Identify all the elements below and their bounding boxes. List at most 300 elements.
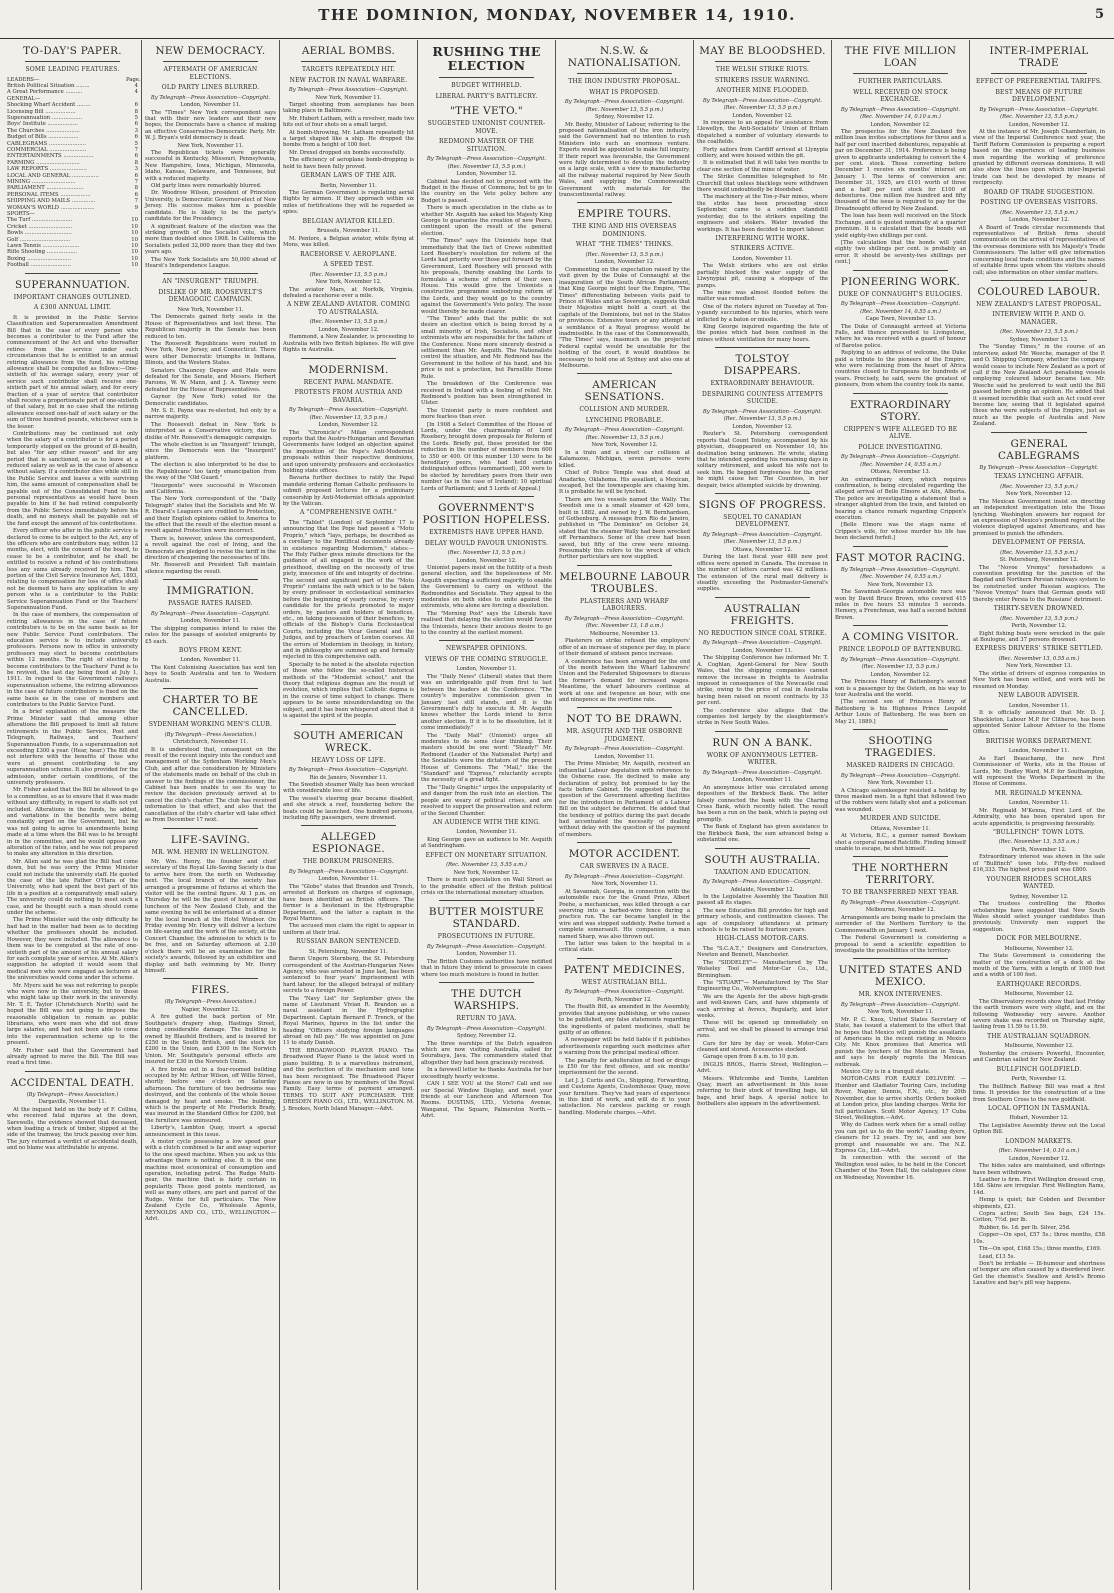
dateline: London, November 11. — [1008, 800, 1070, 807]
paragraph: The "Chronicle's" Milan correspondent reports that the Austro-Hungarian and Bavarian Governments have lodged an objection against the imposition of the Pope's Anti-Modernist proposals within their respective dominions, and upon university professors and ecclesiastics holding state offices. — [283, 429, 414, 474]
paragraph: The Kent Colonising Association has sent ten boys to South Australia and ten to Western Australia. — [145, 664, 276, 684]
headline: MOTOR ACCIDENT. — [568, 848, 681, 861]
credit-line: By Telegraph—Press Association—Copyright. — [426, 156, 547, 162]
paragraph: The New York Socialists are 50,000 ahead of Hearst's Independence League. — [145, 256, 276, 269]
paragraph: The Savannah-Georgia automobile race was won by David Bruce Brown, who covered 415 miles in five hours 53 minutes 5 seconds. Hemery, a Frenchman, was half a second behind Brown. — [835, 589, 966, 621]
paragraph: A newspaper will be held liable if it publishes advertisements regarding such medicines after a warning from the principal medical officer. — [559, 1037, 690, 1057]
rule — [577, 73, 672, 74]
credit-line: (Rec. November 14, 0.55 a.m.) — [860, 574, 941, 581]
rule — [439, 496, 534, 497]
contents-page: 6 — [134, 153, 138, 160]
credit-line: By Telegraph—Press Association—Copyright. — [840, 1001, 961, 1008]
dateline: London, November 11. — [1008, 748, 1070, 755]
rule — [163, 61, 258, 62]
rule — [991, 73, 1087, 74]
credit-line: (Rec. November 13, 0.55 a.m.) — [998, 655, 1080, 662]
dateline: Perth, November 12. — [1011, 846, 1067, 853]
paragraph: The State Government is considering the matter of the construction of a dock at the mouth of the Yarra, with a length of 1000 feet and a width of 100 feet. — [973, 953, 1105, 979]
rule — [577, 842, 672, 843]
rule — [853, 73, 948, 74]
dateline: New York, November 11. — [177, 142, 244, 149]
dateline: Adelaide, November 12. — [730, 886, 795, 893]
credit-line: By Telegraph—Press Association—Copyright. — [288, 407, 409, 414]
headline: THE FIVE MILLION LOAN — [844, 45, 957, 69]
dateline: London, November 11. — [732, 255, 793, 262]
contents-label: The Churches .................... — [7, 127, 80, 134]
contents-label: Superannuation .................. — [7, 114, 83, 121]
contents-page: 10 — [131, 223, 138, 230]
rule — [25, 1071, 120, 1072]
credit-line: By Telegraph—Press Association—Copyright. — [702, 769, 823, 776]
paragraph: Mr. Fisher said that the Government had already agreed to move the Bill. The Bill was read a first time. — [7, 1047, 138, 1067]
paragraph: INGLIS BROS., Harris Street, Wellington.—Advt. — [697, 1061, 828, 1075]
rule — [163, 978, 258, 979]
paragraph: There is, however, unless the correspondent, a revolt against the cost of living, and the Democrats are pledged to revise the tariff in the direction of cheapening the necessaries of life. — [145, 535, 276, 561]
paragraph: The Legislative Assembly threw out the Local Option Bill. — [973, 1122, 1105, 1136]
credit-line: (Rec. November 13, 5.5 p.m.) — [309, 319, 388, 326]
credit-line: (Rec. November 14, 0.55 a.m.) — [860, 461, 941, 468]
paragraph: In the Legislative Assembly the Taxation Bill passed all its stages. — [697, 894, 828, 907]
headline: AUSTRALIAN FREIGHTS. — [724, 602, 801, 627]
dateline: Ottawa, November 12. — [732, 546, 793, 553]
paragraph: [Belle Elmore was the stage name of Crippen's wife, for whose murder his life has been declared forfeit.] — [835, 522, 966, 542]
paragraph: The Princess Henry of Battenberg's second son is a passenger by the Osterh, on his way to tour Australia and the world. — [835, 679, 966, 698]
paragraph: There is much speculation in the clubs as to whether Mr. Asquith has asked his Majesty King George to guarantee the creation of new Peers, contingent upon the result of the general election. — [421, 205, 552, 237]
paragraph: The efficiency of aeroplane bomb-dropping is held to have been fully proved. — [283, 157, 414, 170]
credit-line: By Telegraph—Press Association—Copyright. — [564, 873, 685, 880]
dateline: London, November 11. — [180, 618, 241, 625]
headline: GOVERNMENT'S POSITION HOPELESS. — [422, 502, 551, 526]
contents-label: GENERAL— — [7, 95, 41, 102]
contents-label: Licensing Bill .................. — [7, 108, 76, 115]
paragraph: The Strike Committee telegraphed to Mr. Churchill that unless blacklegs were withdrawn there would undoubtedly be bloodshed. — [697, 174, 828, 194]
dateline: Hobart, November 12. — [1009, 1115, 1069, 1122]
subheading: EXPRESS DRIVERS' STRIKE SETTLED. — [975, 645, 1103, 653]
subheading: THE BORKUM PRISONERS. — [303, 858, 394, 866]
subheading: RACEHORSE V. AEROPLANE. — [300, 250, 397, 258]
paragraph: It is understood that, consequent on the result of the recent inquiry into the conduct and management of the Sydenham Working Men's Club, and after due consideration by Ministers of the statements made on behalf of the club in answer to the findings of the commissioner, the Cabinet has been unable to see its way to review the decision previously arrived at to cancel the club's charter. The club has received information to that effect, and also that the cancellation of the club's charter will take effect as from December 17 next. — [145, 746, 276, 824]
dateline: London, November 12. — [870, 121, 931, 128]
contents-label: COMMERCIAL ...................... — [7, 146, 87, 153]
paragraph: It is estimated that it will take two months to clear one section of the mine of water. — [697, 160, 828, 173]
credit-line: (Rec. November 14, 0.55 a.m.) — [860, 308, 941, 315]
credit-line: (Rec. November 13, 5.5 p.m.) — [1000, 209, 1078, 216]
paragraph: Don't be irritable — Ill-humour and shortness of temper are often caused by a disordered liver. Get the chemist's Swallow and Ariell's Bromo Laxative and bay's pill way happens. — [973, 1260, 1105, 1287]
dateline: Perth, November 12. — [1011, 1076, 1067, 1083]
dateline: Christchurch, November 11. — [172, 739, 249, 746]
contents-page: 10 — [131, 217, 138, 224]
credit-line: (Rec. November 13, 1.8 a.m.) — [585, 623, 664, 630]
credit-line: By Telegraph—Press Association—Copyright. — [702, 640, 823, 647]
paragraph: The "Daily News" (Liberal) states that there was an unbridgeable gulf from first to last between the leaders at the Conference. "The country's imperative commission given in January last still stands, and it is the Government's duty to execute it. Mr. Asquith knows whether the Lords intend to force another election. If it is to be dissolution, let it come immediately." — [421, 673, 552, 732]
paragraph: The hides sales are maintained, and offerings have been withdrawn. — [973, 1163, 1105, 1176]
paragraph: "The Times" adds that the public do not desire an election which is being forced by a small minority of Irish, Socialists, and other extremists who are responsible for the failure of the Conference. None more sincerely desired a settlement than Mr. Asquith. The Nationalists control the situation, and Mr. Redmond has the Government in the hollow of his hand, and his price is not a protection, but Parnellite Home Rule. — [421, 316, 552, 380]
credit-line: By Telegraph—Press Association—Copyright. — [702, 879, 823, 885]
paragraph: The Prime Minister said the only difficulty he had had in the matter had been as to deciding whether the professors should be included. However, they were included. The allowance to them was to be computed at the rate of one-sixtieth part of the amount of his annual salary for each complete year of service. At Mr. Allen's suggestion he adopted it would seem that medical men who were engaged as lecturers at the universities would come under the scheme. — [7, 917, 138, 982]
dateline: Sydney, November 12. — [594, 114, 655, 120]
dateline: London, November 12. — [456, 557, 517, 564]
subheading: EXTRAORDINARY BEHAVIOUR. — [710, 380, 815, 388]
dateline: London, November 12. — [870, 671, 931, 678]
dateline: New York, November 13. — [867, 581, 934, 588]
paragraph: The "Tablet" (London) of September 17 is announcing that the Pope had passed a "Motu Proprio," which "lays, perhaps, be described as a corollary to the Pontifical documents already in existence regarding Modernism," states:—The Holy Father gives minute directions for the guidance of all engaged in the work of the priesthood, dwelling on the necessity of true piety, innocence of life and integrity of doctrine. The second and significant part of the "Motu Proprio" contains the oath which is to be taken by every professor in ecclesiastical seminaries before the beginning of yearly course, by every candidate for the priests promoted to major orders, by pastors and holders of benefices, etc., on taking possession of their benefices, by officials of the Bishop's Curia Ecclesiastical Courts, including the Vicar General and the Judges, and by preachers of Lenten courses. All the errors of Modernism in theology, in history, and in philosophy are summed up and formally rejected in this comprehensive oath. — [283, 519, 414, 661]
dateline: New York, November 11. — [867, 780, 934, 787]
contents-label: Boys' Institute .................. — [7, 121, 78, 128]
subheading: RETURN TO JAVA. — [456, 1015, 517, 1023]
rule — [853, 270, 948, 271]
paragraph: One of the rioters injured on Tuesday at Ton-y-pandy succumbed to his injuries, which were inflicted by a baton or missile. — [697, 303, 828, 323]
headline: PIONEERING WORK. — [840, 275, 961, 288]
dateline: New York, November 12. — [453, 869, 520, 876]
headline: SUPERANNUATION. — [14, 278, 131, 291]
dateline: Melbourne, November 12. — [1004, 945, 1074, 952]
contents-label: Shocking Wharf Accident ........ — [7, 102, 91, 109]
paragraph: Copra active; South Sea bags, £24 15s. Cotton, 7½d. per lb. — [973, 1211, 1105, 1224]
credit-line: (Rec. November 13, 5.5 p.m.) — [447, 550, 526, 556]
paragraph: The machinery at the Ton-y-Pair mines, where the strike has been proceeding since September, came to a sudden standstill yesterday, due to the strikers expelling the engineers and stokers. Water invaded the workings. It has been decided to import labour. — [697, 194, 828, 233]
dateline: New York, November 11. — [315, 94, 382, 101]
subheading: THE AUSTRALIAN SQUADRON. — [987, 1032, 1091, 1040]
dateline: London, November 11. — [180, 102, 241, 108]
paragraph: The mine was almost flooded before the matter was remedied. — [697, 290, 828, 303]
headline: ACCIDENTAL DEATH. — [10, 1076, 135, 1089]
paragraph: An anonymous letter was circulated among depositors of the Birkbeck Bank. The letter falsely connected the bank with the Charing Cross Bank, which recently failed. The result has been a run on the bank, which is paying out promptly. — [697, 784, 828, 823]
paragraph: Gaynor (by New York) voted for the Democratic candidates. — [145, 394, 276, 407]
paragraph: The Bank of England has given assistance to the Birkbeck Bank, the sum advanced being a substantial one. — [697, 824, 828, 844]
paragraph: The Federal Government is considering a proposal to send a scientific expedition to investigate the possibilities of the territory. — [835, 935, 966, 954]
credit-line: By Telegraph—Press Association—Copyright. — [840, 106, 961, 113]
paragraph: The "Daily Graphic" urges the unpopularity of and danger from the rush into an election. The people are weary of political crises, and are resolved to support the preservation and reform of the Second Chamber. — [421, 784, 552, 817]
contents-page: 8 — [134, 108, 138, 115]
credit-line: (Rec. November 13, 5.5 p.m.) — [1000, 114, 1078, 120]
paragraph: Target shooting from aeroplanes has been taking place in Baltimore. — [283, 102, 414, 115]
paragraph: The New York correspondent of the "Daily Telegraph" states that the Socialists and Mr. W. R. Hearst's Leaguers are credited to Protection, and their English opinions cabled to America to the effect that the result of the election meant a revolt against Protection were incorrect. — [145, 496, 276, 535]
paragraph: The Roosevelt defeat in New York is interpreted as a Conservative victory, due to dislike of Mr. Roosevelt's demagogic campaign. — [145, 421, 276, 441]
dateline: London, November 11. — [732, 647, 793, 654]
paragraph: During the last fiscal year 488 new post offices were opened in Canada. The increase in the number of letters carried was 42 millions. The extension of the rural mail delivery is steadily exceeding the Postmaster-General's supplies. — [697, 554, 828, 593]
paragraph: The "STUART"— Manufactured by The Star Engineering Co., Wolverhampton. — [697, 979, 828, 993]
credit-line: (By Telegraph—Press Association.) — [164, 731, 257, 738]
paragraph: It is provided in the Public Service Classification and Superannuation Amendment Bill that in the case of every person who becomes a contributor to the Fund after the commencement of the Act and who thereafter retires from the service under such circumstances that he is entitled to an annual retiring allowance from the fund, his retiring allowance shall be computed as follows:—One-sixtieth of his average salary, every year of service such contributor shall receive one-sixtieth part of his annual salary, and for every fraction of a year of service that contributor shall receive a proportionate part of one-sixtieth of that salary, but in no case shall the retiring allowance exceed one-half of such salary or the sum of three hundred pounds, whichever sum is the lesser. — [7, 314, 138, 430]
rule — [715, 347, 810, 348]
contents-page: 7 — [134, 198, 138, 205]
subheading: BEST MEANS OF FUTURE DEVELOPMENT. — [995, 88, 1083, 103]
paragraph: Mr. Reginald M'Kenna, First Lord of the Admiralty, who has been operated upon for acute appendicitis, is progressing favourably. — [973, 807, 1105, 827]
contents-label: MINING .......................... — [7, 179, 76, 185]
subheading: PROTESTS FROM AUSTRIA AND BAVARIA. — [294, 389, 403, 404]
paragraph: The Unionist party is more confident and more fearless than ever. — [421, 407, 552, 421]
contents-page: Page. — [126, 76, 141, 83]
paragraph: "Insurgents" were successful in Wisconsin and California. — [145, 482, 276, 495]
dateline: St. Petersburg, November 12. — [999, 557, 1079, 564]
subheading: LONDON MARKETS. — [1005, 1137, 1073, 1145]
paragraph: We are the Agents for the above high-grade and well-known Cars, and have shipments of each arriving at Avrecs, Regularly, and later weeks. — [697, 993, 828, 1019]
paragraph: CAN I SEE YOU at the Store? Call and see our Special Window Display, and meet your friends at our Luncheon and Afternoon Tea Rooms. DUSTINS, LTD., Victoria Avenue, Wanganui, The Square, Palmerston North.—Advt. — [421, 1081, 552, 1120]
paragraph: In a farewell letter he thanks Australia for her exceedingly hearty welcome. — [421, 1067, 552, 1080]
rule — [853, 625, 948, 626]
paragraph: Senators Chauncey Depew and Hale were defeated for the Senate, and Messrs. Herbert Parsons, W. W. Mann, and J. A. Tawney were defeated for the House of Representatives. — [145, 367, 276, 393]
subheading: NEWSPAPER OPINIONS. — [445, 645, 528, 653]
subheading: OLD PARTY LINES BLURRED. — [161, 84, 260, 91]
headline: SOUTH AMERICAN WRECK. — [293, 729, 404, 754]
masthead-title: THE DOMINION, MONDAY, NOVEMBER 14, 1910. — [318, 6, 796, 24]
contents-page: 10 — [131, 262, 138, 269]
credit-line: (Rec. November 13, 5.5 p.m.) — [447, 163, 526, 170]
paragraph: The British Customs authorities have notified that in future they intend to prosecute in cases where too much moisture is found in butter. — [421, 958, 552, 978]
headline: "THE VETO." — [450, 105, 523, 117]
rule — [577, 958, 672, 959]
contents-label: Golf .............................. — [7, 236, 71, 243]
dateline: Melbourne, November 12. — [865, 907, 936, 914]
column-2 — [142, 40, 280, 1590]
dateline: London, November 11. — [594, 753, 655, 760]
paragraph: [The calculation that the bonds will yield eighty two shillings per cent. is probably an error. It should be seventy-two shillings per cent.] — [835, 239, 966, 266]
rule — [439, 77, 534, 78]
paragraph: Rubber, 6s. 1d. per lb. Silver, 25d. — [979, 1224, 1071, 1231]
headline: NOT TO BE DRAWN. — [566, 713, 683, 726]
paragraph: The strike of drivers of express companies in New York has been settled, and work will be resumed on Monday. — [973, 670, 1105, 690]
headline: TO-DAY'S PAPER. — [23, 45, 122, 57]
paragraph: In the case of members, the compensation of retiring allowances in the case of future contributors is to be on the same basis as for new Public Service Fund contributors. The education service is to include university professors. Persons now in office in university professors may elect to become contributors within 12 months. The right of electing to become contributors to the Teachers' Fund is to be revived, the last day being fixed at July 1, 1911. In regard to the Government railways superannuation scheme, the retiring allowances in the case of future contributors is fixed on the same basis as in the case of members and contributors to the Public Service Fund. — [7, 612, 138, 709]
dateline: Dargaville, November 11. — [38, 1099, 107, 1106]
subheading: THE KING AND HIS OVERSEAS DOMINIONS. — [572, 223, 677, 238]
paragraph: At bomb-throwing, Mr. Latham repeatedly hit a target shaped like a ship. He dropped the bombs from a height of 100 feet. — [283, 129, 414, 149]
paragraph: The German Government is regulating aerial flights by airmen. If they approach within six miles of fortifications they will be regarded as spies. — [283, 190, 414, 216]
dateline: Perth, November 12. — [597, 996, 652, 1003]
dateline: New York, November 13. — [1005, 663, 1073, 670]
credit-line: (Rec. November 13, 5.5 p.m.) — [1000, 549, 1078, 556]
subheading: AN "INSURGENT" TRIUMPH. — [162, 278, 259, 286]
credit-line: (Rec. November 13, 5.5 p.m.) — [309, 271, 388, 278]
dateline: Melbourne, November 12. — [1004, 991, 1074, 998]
paragraph: The breakdown of the Conference was received in Ireland with a feeling of relief. Mr. Redmond's position has been strengthened in Ulster. — [421, 381, 552, 407]
contents-label: FARMING .......................... — [7, 159, 80, 166]
dateline: St. Petersburg, November 11. — [309, 948, 388, 955]
rule — [577, 202, 672, 203]
credit-line: By Telegraph—Press Association—Copyright. — [426, 1025, 547, 1032]
paragraph: The trustees controlling the Rhodes scholarships have suggested that New South Wales should select younger candidates than previously. University men support the suggestion. — [973, 901, 1105, 933]
paragraph: Tin—On spot, £168 15s.; three months, £169. — [979, 1246, 1102, 1253]
subheading: MR. REGINALD M'KENNA. — [994, 789, 1084, 797]
dateline: Perth, November 12. — [1011, 623, 1067, 630]
contents-label: Lawn Tennis ...................... — [7, 243, 80, 250]
paragraph: Mr. P. C. Knox, United States Secretary of State, has issued a statement to the effect that he hopes that Mexico will punish the assailants of Americans in the recent rioting in Mexico City. Mr. Knox promises that America will punish the lynchers of the Mexican in Texas, and says he deeply regrets the Mexican outbreak. — [835, 1016, 966, 1068]
paragraph: The Democrats gained forty seats in the House of Representatives and lost three. The Republican majority in the Senate has been reduced to ten. — [145, 314, 276, 340]
subheading: A £300 ANNUAL LIMIT. — [33, 304, 112, 312]
paragraph: Commenting on the expectation raised by the visit given by the Duke of Connaught at the inauguration of the South African Parliament, that King George might tour the Empire, "The Times" differentiating between visits paid to Prince of Wales and as Sovereign, suggests that their Majesties might hold a court at the capitals of the Dominions, but not in the States or provinces. Extensive tours or any attempt at a semblance of a Royal progress would be inadmissible. In the case of the Commonwealth, "The Times" says, inasmuch as the projected Federal capital would be unsuitable for the holding of the court, it would doubtless be necessary to hold one at Sydney and also one at Melbourne. — [559, 266, 690, 369]
paragraph: Mr. S. E. Payne was re-elected, but only by a narrow majority. — [145, 408, 276, 421]
subheading: POLICE INVESTIGATING. — [858, 443, 943, 451]
headline: PATENT MEDICINES. — [563, 963, 686, 976]
contents-list — [7, 76, 141, 269]
contents-row — [7, 262, 138, 268]
dateline: New York, November 12. — [1005, 491, 1073, 498]
contents-label: CABLEGRAMS ...................... — [7, 140, 86, 147]
paragraph: The vessel's steering gear became disabled, and she struck a reef, foundering before the boats could be launched. One hundred persons, including fifty passengers, were drowned. — [283, 795, 414, 822]
dateline: Brussels, November 11. — [317, 228, 380, 235]
headline: IMMIGRATION. — [166, 585, 255, 598]
paragraph: Lead, £13 5s. — [979, 1253, 1016, 1260]
credit-line: (Rec. November 13, 5.5 p.m.) — [723, 105, 802, 111]
paragraph: Cars for hire by day or week. Motor-Cars cleaned and stored. Accessories stocked. — [697, 1040, 828, 1054]
subheading: SUGGESTED UNIONIST COUNTER-MOVE. — [427, 120, 546, 135]
paragraph: The Republican tickets were generally successful in Kentucky, Missouri, Pennsylvania, New Hampshire, Iowa, Michigan, Minnesota, Idaho, Kansas, Delaware, and Tennessee, but with a reduced majority. — [145, 150, 276, 182]
column-1 — [4, 40, 142, 1590]
paragraph: "The Times" says the Unionists hope that immediately that the fact of Crewe submitted Lord Rosebery's resolution for reform of the Lords had priority over those put forward by the Government, Lord Rosebery will proceed with his proposals, thereby enabling the Lords to formulate a scheme of reform of their own House. This would give the Unionists a constructive programme embodying reform of the Lords, and they would go to the country against the Government's Veto policy. The issue would thereby be made clearer. — [421, 238, 552, 315]
paragraph: In connection with the second of the Wellington wool sales, to be held in the Concert Chamber of the Town Hall, the catalogues close on Wednesday, November 16. — [835, 1155, 966, 1181]
credit-line: By Telegraph—Press Association—Copyright. — [840, 566, 961, 573]
rule — [715, 61, 810, 62]
credit-line: By Telegraph—Press Association—Copyright. — [426, 943, 547, 950]
credit-line: (Rec. November 13, 5.5 p.m.) — [585, 251, 664, 258]
credit-line: By Telegraph—Press Association—Copyright. — [979, 464, 1099, 471]
paragraph: Liberty's, Lambton Quay, insert a special announcement in this issue. — [145, 1125, 276, 1138]
credit-line: (Rec. November 13, 5.5 p.m.) — [1000, 483, 1078, 490]
paragraph: The prospectus for the New Zealand five million loan invites subscriptions for three and a half per cent inscribed debentures, repayable at par on December 31, 1914. Preference is being given to applicants undertaking to convert the 4 per cent. stock. Those converting before December 1 receive six months' interest on January 1. The terms of conversion are: December 31, 1925, are £101 worth of three and a half per cent stock for £100 of debentures. One million five hundred and fifty thousand of the issue is required to pay for the Dreadnought offered by New Zealand. — [835, 129, 966, 212]
credit-line: By Telegraph—Press Association—Copyright. — [564, 989, 685, 996]
contents-page: 8 — [134, 185, 138, 192]
paragraph: The Mexican Government insist on directing an independent investigation into the Texas lynching. Washington answers her request for an expression of Mexico's profound regret at the violence displayed against Americans, and has promised to punish the offenders. — [973, 498, 1105, 537]
headline: MAY BE BLOODSHED. — [699, 45, 826, 57]
contents-label: Football ........................ — [7, 262, 71, 269]
paragraph: Contributions may be continued not only when the salary of a contributor is for a period temporarily stopped on the ground of ill-health, but also "for any other reason" and for any period that is sanctioned, so as to leave at a reduced salary as well as in the case of absence without salary. If a contributor dies while still in the Public Service and leaves a wife surviving him, the same amount of compensation shall be payable out of the Consolidated Fund to his personal representatives as would have been payable to him if he had retired compulsorily from the Public Service immediately before his death, and no moneys shall be payable out of the fund except the amount of his contributions. — [7, 431, 138, 527]
contents-page: 10 — [131, 249, 138, 256]
subheading: THE WELSH STRIKE RIOTS. — [715, 66, 810, 73]
paragraph: Mr. Myers said he was not referring to people who were now in the university, but to those who might take up their work in the university. Mr. T. E. Taylor (Christchurch North) said he hoped the Bill was not going to impose the reasonable obligation to remain as public librarians, who were men who did not draw large salaries, and had not been able to come into the superannuation scheme up to the present. — [7, 982, 138, 1047]
dateline: London, November 11. — [732, 777, 793, 784]
paragraph: Messrs. Whitcombe and Tombs, Lambton Quay, insert an advertisement in this issue referring to their stock of travelling bags, kit bags, and brief bags. A special notice to footballers also appears in the advertisement. — [697, 1075, 828, 1108]
paragraph: King George inquired regarding the fate of the ponies which had been confined in the mines without ventilation for many hours. — [697, 324, 828, 343]
contents-page: 6 — [134, 172, 138, 179]
subheading: MASKED RAIDERS IN CHICAGO. — [846, 762, 955, 770]
subheading: VIEWS OF THE COMING STRUGGLE. — [424, 655, 549, 663]
paragraph: Arrangements are being made to proclaim the surrender of the Northern Territory to the Commonwealth on January 1 next. — [835, 914, 966, 934]
subheading: LYNCHING PROBABLE. — [585, 416, 664, 424]
column-7 — [832, 40, 970, 1590]
credit-line: (Rec. November 13, 5.5 p.m.) — [1000, 615, 1078, 622]
paragraph: The Bullfinch Railway Bill was read a first time. It provides for the construction of a line from Southern Cross to the new goldfield. — [973, 1083, 1105, 1103]
contents-page: 10 — [131, 230, 138, 237]
subheading: NO REDUCTION SINCE COAL STRIKE. — [698, 629, 827, 637]
subheading: SOME LEADING FEATURES. — [25, 66, 120, 73]
subheading: BELGIAN AVIATOR KILLED. — [302, 217, 395, 225]
paragraph: The "Daily Mail" (Unionist) urges all moderates to do some clear thinking. Their masters should be one word: "Steady!" Mr. Redmond (Leader of the Nationalist Party) and the Socialists were the dictators of the present House of Commons. The "Mail," like the "Standard" and "Express," reluctantly accepts the necessity of a great fight. — [421, 732, 552, 784]
subheading: HEAVY LOSS OF LIFE. — [311, 756, 386, 764]
dateline: Sydney, November 12. — [456, 1033, 517, 1040]
paragraph: The "Times" New York correspondent says that with their new leaders and their new hopes, the Democrats have a chance of making an effective Conservative-Democratic Party. Mr. W. J. Bryan's wild democracy is dead. — [145, 109, 276, 142]
dateline: Napier, November 12. — [181, 1006, 240, 1013]
credit-line: By Telegraph—Press Association—Copyright. — [979, 106, 1099, 113]
paragraph: These will be opened up immediately on arrival, and we shall be pleased to arrange trial runs. — [697, 1020, 828, 1040]
headline: INTER-IMPERIAL TRADE — [989, 45, 1089, 69]
paragraph: There are two vessels named the Wally. The Swedish one is a small steamer of 420 tons, built in 1882, and owned by J. W. Bernhardsen, of Gothenburg. A message from Rio de Janeiro, published in "The Dominion" on October 24, stated that the steamer Wally had been wrecked off Pernambuco. Some of the crew had been saved, but fifty of the crew were missing. Presumably this refers to the wreck of which further particulars are now supplied. — [559, 496, 690, 561]
paragraph: Mr. Beeby, Minister of Labour, referring to the proposed nationalisation of the iron industry, said the Government had no intention to rush Ministers into such an enormous venture. Experts would be appointed to make full inquiry. If their report was favourable, the Government were fully determined to develop the industry on a large scale, with a view to manufacturing all the railway material required by New South Wales, and supplying the Commonwealth Government with materials for the transcontinental railway. — [559, 121, 690, 198]
paragraph: At Savannah, Georgia, in connection with the automobile race for the Grand Prize, Albert Poehe, a mechanician, was killed through a car swerving into a barbed-wire fence during a practice run. The car became tangled in the wire and was stopped suddenly. Poehe turned a complete somersault. His companion, a man named Sharp, was also thrown out. — [559, 888, 690, 940]
dateline: London, November 12. — [456, 171, 517, 177]
subheading: PLASTERERS AND WHARF LABOURERS. — [580, 597, 669, 613]
paragraph: Eight fishing boats were wrecked in the gale at Boulogne, and 37 persons drowned. — [973, 630, 1105, 643]
headline: EMPIRE TOURS. — [577, 208, 672, 221]
paragraph: The Shipping Conference has informed Mr. T. A. Coghlan, Agent-General for New South Wales, that the shipping companies cannot remove the increase in freights to Australia imposed in consequence of the Newcastle coal strike, owing to the price of coal in Australia having been raised on recent contracts by 33 per cent. — [697, 655, 828, 707]
subheading: MR. ASQUITH AND THE OSBORNE JUDGMENT. — [566, 728, 683, 743]
paragraph: As Earl Beauchamp, the new First Commissioner of Works, sits in the House of Lords, Mr. Dudley Ward, M.P. for Southampton, will represent the Works Department in the House of Commons. — [973, 755, 1105, 788]
dateline: London, November 12. — [732, 112, 793, 119]
credit-line: By Telegraph—Press Association—Copyright. — [702, 531, 823, 538]
dateline: London, November 11. — [456, 829, 517, 836]
dateline: London, November 12. — [318, 326, 379, 333]
rule — [439, 982, 534, 983]
paragraph: A motor cycle possessing a low speed gear with a clutch combined is far and away superior to the one speed machine. When you ask us this advantage there is nothing else. It is the one machine most economical of consumption and operation, including petrol. The Rudge Multi-gear, the machine that is fairly certain in popularity. These good points mentioned, as well as many others, are part and parcel of the Rudge. Write for full particulars. The New Zealand Cycle Co., Wholesale Agents, REYNOLDS AND CO., LTD., WELLINGTON.—Advt. — [145, 1139, 276, 1222]
credit-line: (By Telegraph—Press Association.) — [26, 1091, 119, 1098]
paragraph: The Roosevelt Republicans were routed in New York, New Jersey, and Connecticut. There were other Democratic triumphs in Indiana, Illinois, and the Western States. — [145, 340, 276, 367]
contents-label: LEADERS— — [7, 76, 40, 83]
columns — [4, 40, 1110, 1590]
rule — [301, 825, 396, 826]
dateline: Sydney, November 12. — [1009, 893, 1069, 900]
dateline: London, November 12. — [732, 423, 793, 430]
paragraph: [In 1908 a Select Committee of the House of Lords, under the chairmanship of Lord Rosebery, brought down proposals for Reform of the Lords. Briefly put, these provided for the reduction in the number of members from 600 to 350 or 400. Of this number 130 were to be hereditary peers, who had held certain distinguished offices (summarised), 200 were to be elected by hereditary peers from their own number (as in the case of Ireland); 10 spiritual Lords of Parliament; and 5 Lords of Appeal.] — [421, 421, 552, 492]
contents-page: 6 — [134, 102, 138, 109]
paragraph: There is much speculation on Wall Street as to the probable effect of the British political crisis on the international monetary situation. — [421, 877, 552, 897]
paragraph: Specially to be noted is the absolute rejection of those who follow the so-called historical methods of the "Modernist school," and the theory that religious dogmas are the result of evolution, which implies that Catholic dogma is in the course of time subject to change. There appears to be some misunderstanding on the subject, and it has been whispered about that it is against the spirit of the people. — [283, 661, 414, 720]
subheading: COLLISION AND MURDER. — [579, 406, 670, 414]
paragraph: THE BROADWOOD PLAYER PIANO. The Broadwood Player Piano is the latest word in piano building. It is a marvellous instrument, and the perfection of its mechanism and tone has been recognised. The Broadwood Player Pianos are now in use by members of the Royal Family. Easy terms of payment arranged. TERMS TO SUIT ANY PURCHASER. THE DRESDEN PIANO CO., LTD., WELLINGTON. M. J. Brookes, North Island Manager.—Advt. — [283, 1047, 414, 1112]
subheading: YOUNGER RHODES SCHOLARS WANTED. — [986, 875, 1092, 891]
headline: THE NORTHERN TERRITORY. — [852, 862, 949, 887]
subheading: POSTING UP OVERSEAS VISITORS. — [980, 199, 1098, 207]
dateline: New York, November 11. — [591, 881, 658, 888]
credit-line: By Telegraph—Press Association—Copyright. — [564, 427, 685, 434]
headline: COLOURED LABOUR. — [977, 285, 1101, 298]
credit-line: By Telegraph—Press Association—Copyright. — [840, 899, 961, 906]
credit-line: By Telegraph—Press Association—Copyright. — [564, 746, 685, 753]
credit-line: By Telegraph—Press Association—Copyright. — [288, 87, 409, 93]
paragraph: The Health Bill, as amended in the Assembly, provides that anyone publishing, or who causes to be published, any false statements regarding the ingredients of patent medicines, shall be guilty of an offence. — [559, 1004, 690, 1036]
subheading: WELL RECEIVED ON STOCK EXCHANGE. — [853, 88, 948, 103]
paragraph: The Welsh strikers who are out strike partially blocked the water supply of the Llwynypiai pit, causing a stoppage of the pumps. — [697, 263, 828, 289]
subheading: AN AUDIENCE WITH THE KING. — [432, 818, 541, 826]
credit-line: By Telegraph—Press Association—Copyright. — [702, 97, 823, 104]
contents-page: 9 — [134, 204, 138, 211]
credit-line: (Rec. November 14, 0.10 a.m.) — [998, 1148, 1080, 1155]
contents-label: British Political Situation ........ — [7, 82, 90, 89]
rule — [991, 280, 1087, 281]
dateline: Melbourne, November 13. — [589, 630, 660, 637]
headline: TOLSTOY DISAPPEARS. — [723, 353, 802, 378]
subheading: LIBERAL PARTY'S BATTLECRY. — [435, 92, 538, 100]
subheading: IMPORTANT CHANGES OUTLINED. — [13, 293, 132, 301]
subheading: SEQUEL TO CANADIAN DEVELOPMENT. — [723, 513, 802, 529]
rule — [439, 640, 534, 641]
credit-line: (Rec. November 13, 5.5 p.m.) — [585, 106, 664, 113]
paragraph: The "Sunday Times," in the course of an interview, asked Mr. Weeche, manager of the P. and O. Shipping Company, whether the company would cease to include New Zealand as a port of call if the New Zealand Act penalising vessels employing coloured labour became law. Mr. Weeche said he preferred to wait until the Bill passed before giving an opinion. He added that it seemed incredible that such an Act could ever become law, seeing that it legislated against those who were subjects of the Empire, just as much as the people of Australia and New Zealand. — [973, 344, 1105, 428]
headline: N.S.W. & NATIONALISATION. — [567, 45, 682, 69]
paragraph: MOTOR-CARS FOR EARLY DELIVERY. — Humber and Gladiator Touring Cars, including Rover, Napier, Dennis, F.N., etc., by 20th November, due to arrive shortly. Orders booked at London price, plus landing charges. Write for full particulars. Scott Motor Agency, 17 Cuba Street, Wellington.—Advt. — [835, 1076, 966, 1121]
paragraph: The "Novoe Vremya" foreshadows a convention providing for the junction of the Bagdad and Northern Persian railways system to be constructed under Russian auspices. The "Novoe Vremya" fears that German goods will thereby enter Persia to the Russians' detriment. — [973, 564, 1105, 603]
headline: UNITED STATES AND MEXICO. — [838, 964, 963, 989]
paragraph: Extraordinary interest was shown in the sale of "Bullfinch" town lots. Fifty-five realised £16,333. The highest price paid was £800. — [973, 854, 1105, 874]
contents-page: 6 — [134, 134, 138, 141]
contents-label: Budget of Bills .................. — [7, 134, 79, 141]
contents-page: 10 — [131, 243, 138, 250]
contents-label: PARLIAMENT ...................... — [7, 185, 84, 192]
paragraph: Hammond, a New Zealander, is proceeding to Australia with two British biplanes. He will give flights in Australia. — [283, 334, 414, 354]
credit-line: (Rec. November 13, 5.55 a.m.) — [446, 862, 527, 869]
headline: RUSHING THE ELECTION — [432, 44, 541, 73]
credit-line: (Rec. November 13, 5.5 p.m.) — [309, 414, 388, 421]
paragraph: A fire gutted the back portion of Mr. Southgate's drapery shop, Hastings Street, doing considerable damage. The building is owned by Blaufeld Brothers, and is insured for £250 in the South British, and the stock for £200 in the Union, and £300 in the Norwich Union. Mr. Southgate's personal effects are insured for £30 in the Norwich Union. — [145, 1014, 276, 1066]
headline: RUN ON A BANK. — [712, 736, 813, 749]
